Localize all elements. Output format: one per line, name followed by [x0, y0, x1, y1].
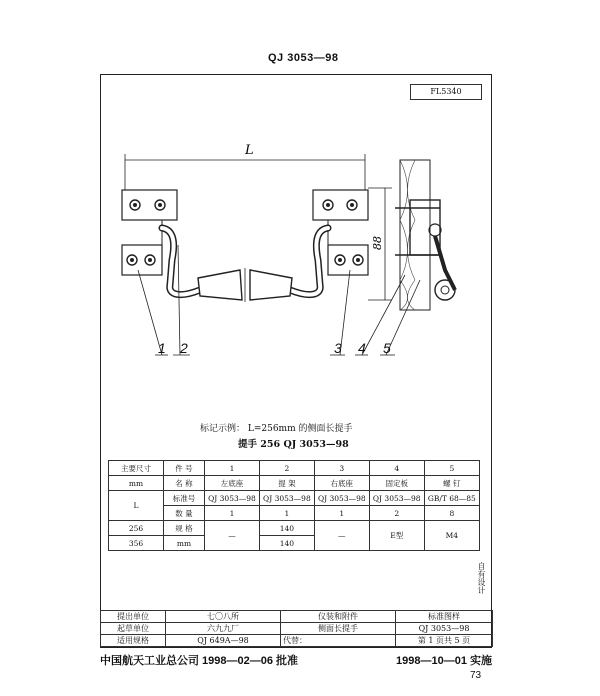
spec-l: L: [109, 491, 164, 521]
grip-right: [250, 270, 292, 300]
spec-header: 主要尺寸: [109, 461, 164, 476]
spec-unit: mm: [109, 476, 164, 491]
right-base-bottom: [328, 245, 368, 275]
grip-left: [198, 270, 242, 300]
marking-example: 标记示例： L=256mm 的侧面长提手: [200, 424, 353, 434]
dim-88-label: 88: [371, 236, 384, 250]
implementation-footer: 1998—10—01 实施: [396, 655, 492, 667]
right-base-top: [313, 190, 368, 220]
standard-number: QJ 3053—98: [268, 52, 339, 64]
leader-label-5: 5: [383, 340, 391, 356]
side-note: 自有设计: [477, 562, 486, 594]
leader-label-2: 2: [180, 340, 188, 356]
handle-drawing: [100, 100, 490, 460]
spec-row-256: 256 规 格 — 140 — E型 M4: [109, 521, 480, 536]
approval-footer: 中国航天工业总公司 1998—02—06 批准: [100, 655, 299, 667]
spec-table: 主要尺寸 件 号 1 2 3 4 5 mm 名 称 左底座 提 架 右底座 固定板 螺 钉 L 标准号 QJ 3053—98 QJ 3053—98 QJ 3053—98 QJ 3053—98 GB/T 68—85 数 量 1 1 1 2 8 256 规 格 — 140 — E型 M4 356 mm 140: [108, 460, 480, 551]
marking-example-code: 提手 256 QJ 3053—98: [238, 439, 349, 450]
drawing-code: FL5340: [410, 84, 482, 100]
spec-row-356: 356 mm 140: [109, 536, 480, 551]
leader-label-4: 4: [358, 340, 366, 356]
leader-label-3: 3: [334, 340, 342, 356]
title-block: 提出单位 七〇八所 仪装和附件 标准图样 起草单位 六九九厂 侧面长提手 QJ 3053—98 适用规格 QJ 649A—98 代替： 第 1 页共 5 页: [100, 610, 493, 647]
left-base-bottom: [122, 245, 162, 275]
grip-side: [435, 280, 455, 300]
leader-label-1: 1: [158, 340, 166, 356]
dim-l-label: L: [245, 143, 254, 158]
page-number: 73: [470, 670, 482, 681]
